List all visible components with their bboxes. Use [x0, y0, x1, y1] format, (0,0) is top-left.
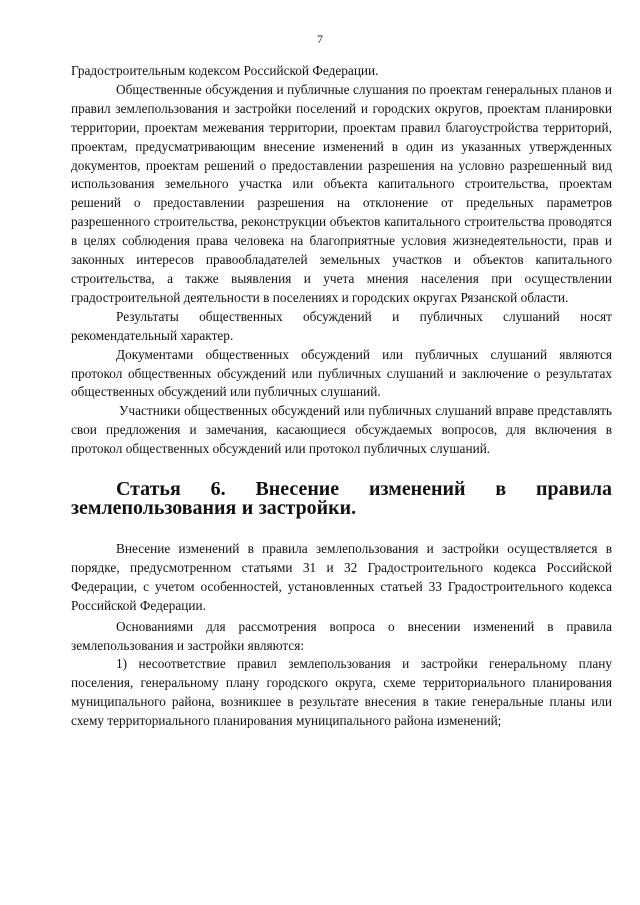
paragraph-amendment-grounds: Основаниями для рассмотрения вопроса о внесении изменений в правила землепользования и застройки являются: [71, 618, 612, 653]
list-item-ground-1: 1) несоответствие правил землепользования и застройки генеральному плану поселения, генеральному плану городского округа, схеме территориального планирования муниципального района, возникшее в результате внесения в такие генеральные планы или схему территориального планирования муниципального района изменений; [71, 656, 612, 729]
paragraph-results-advisory: Результаты общественных обсуждений и публичных слушаний носят рекомендательный характер. [71, 308, 612, 343]
paragraph-amendment-procedure: Внесение изменений в правила землепользования и застройки осуществляется в порядке, предусмотренном статьями 31 и 32 Градостроительного кодекса Российской Федерации, с учетом особенностей, установленных статьей 33 Градостроительного кодекса Российской Федерации. [71, 541, 612, 613]
article-heading: Статья 6. Внесение изменений в правила землепользования и застройки. [71, 478, 612, 520]
paragraph-hearing-documents: Документами общественных обсуждений или публичных слушаний являются протокол общественных обсуждений или публичных слушаний и заключение о результатах общественных обсуждений или публичных слушаний. [71, 346, 612, 400]
document-body [71, 62, 612, 731]
paragraph-public-hearings-scope: Общественные обсуждения и публичные слушания по проектам генеральных планов и правил землепользования и застройки поселений и городских округов, проектам планировки территории, проектам межевания территории, проектам правил благоустройства территорий, проектам, предусматривающим внесение изменений в один из указанных утвержденных документов, проектам решений о предоставлении разрешения на условно разрешенный вид использования земельного участка или объекта капитального строительства, проектам решений о предоставлении разрешения на отклонение от предельных параметров разрешенного строительства, реконструкции объектов капитального строительства проводятся в целях соблюдения права человека на благоприятные условия жизнедеятельности, прав и законных интересов правообладателей земельных участков и объектов капитального строительства, а также выявления и учета мнения населения при осуществлении градостроительной деятельности в поселениях и городских округах Рязанской области. [71, 81, 612, 305]
page-number: 7 [317, 32, 323, 46]
paragraph-participants-rights: Участники общественных обсуждений или публичных слушаний вправе представлять свои предложения и замечания, касающиеся обсуждаемых вопросов, для включения в протокол общественных обсуждений или протокол публичных слушаний. [71, 403, 612, 457]
paragraph-continuation: Градостроительным кодексом Российской Федерации. [71, 63, 379, 78]
